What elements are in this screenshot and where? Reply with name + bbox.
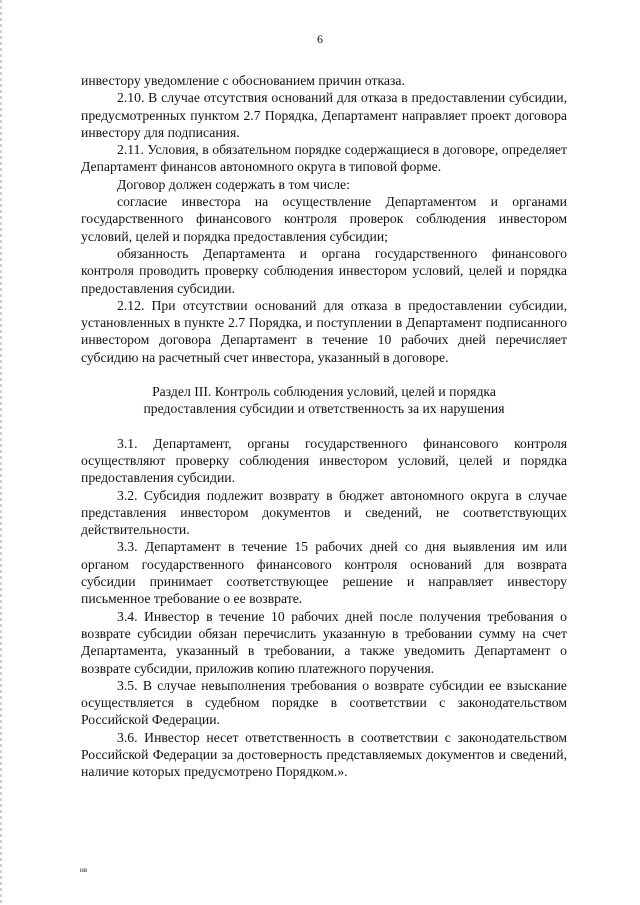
section-title-line: предоставления субсидии и ответственность за их нарушения xyxy=(143,401,505,417)
paragraph: 2.11. Условия, в обязательном порядке содержащиеся в договоре, определяет Департамент финансов автономного округа в типовой форме. xyxy=(81,142,567,175)
footer-mark: нв xyxy=(80,866,88,874)
paragraph: 2.10. В случае отсутствия оснований для отказа в предоставлении субсидии, предусмотренных пунктом 2.7 Порядка, Департамент направляет проект договора инвестору для подписания. xyxy=(81,90,567,140)
paragraph: 3.2. Субсидия подлежит возврату в бюджет автономного округа в случае представления инвестором документов и сведений, не соответствующих действительности. xyxy=(81,487,567,538)
paragraph: 2.12. При отсутствии оснований для отказа в предоставлении субсидии, установленных в пункте 2.7 Порядка, и поступлении в Департамент подписанного инвестором договора Департамент в течение 10 рабочих дней перечисляет субсидию на расчетный счет инвестора, указанный в договоре. xyxy=(81,297,567,365)
paragraph: 3.1. Департамент, органы государственного финансового контроля осуществляют проверку соблюдения инвестором условий, целей и порядка предоставления субсидии. xyxy=(81,435,567,486)
paragraph: Договор должен содержать в том числе: xyxy=(117,176,350,192)
paragraph: 3.5. В случае невыполнения требования о возврате субсидии ее взыскание осуществляется в судебном порядке в соответствии с законодательством Российской Федерации. xyxy=(81,677,567,728)
page-number: 6 xyxy=(317,32,323,46)
paragraph: инвестору уведомление с обоснованием причин отказа. xyxy=(81,73,405,88)
section-title xyxy=(81,383,567,418)
paragraph: 3.4. Инвестор в течение 10 рабочих дней после получения требования о возврате субсидии обязан перечислить указанную в требовании сумму на счет Департамента, указанный в требовании, а также уведомить Департамент о возврате субсидии, приложив копию платежного поручения. xyxy=(81,608,567,676)
scan-edge xyxy=(0,0,2,905)
document-body xyxy=(81,72,567,781)
paragraph: согласие инвестора на осуществление Департаментом и органами государственного финансового контроля проверок соблюдения инвестором условий, целей и порядка предоставления субсидии; xyxy=(81,194,567,244)
paragraph: обязанность Департамента и органа государственного финансового контроля проводить проверку соблюдения инвестором условий, целей и порядка предоставления субсидии. xyxy=(81,245,567,296)
paragraph: 3.3. Департамент в течение 15 рабочих дней со дня выявления им или органом государственного финансового контроля оснований для возврата субсидии принимает соответствующее решение и направляет инвестору письменное требование о ее возврате. xyxy=(81,539,567,607)
section-title-line: Раздел III. Контроль соблюдения условий, целей и порядка xyxy=(152,384,496,400)
paragraph: 3.6. Инвестор несет ответственность в соответствии с законодательством Российской Федерации за достоверность представляемых документов и сведений, наличие которых предусмотрено Порядком.». xyxy=(81,729,567,780)
